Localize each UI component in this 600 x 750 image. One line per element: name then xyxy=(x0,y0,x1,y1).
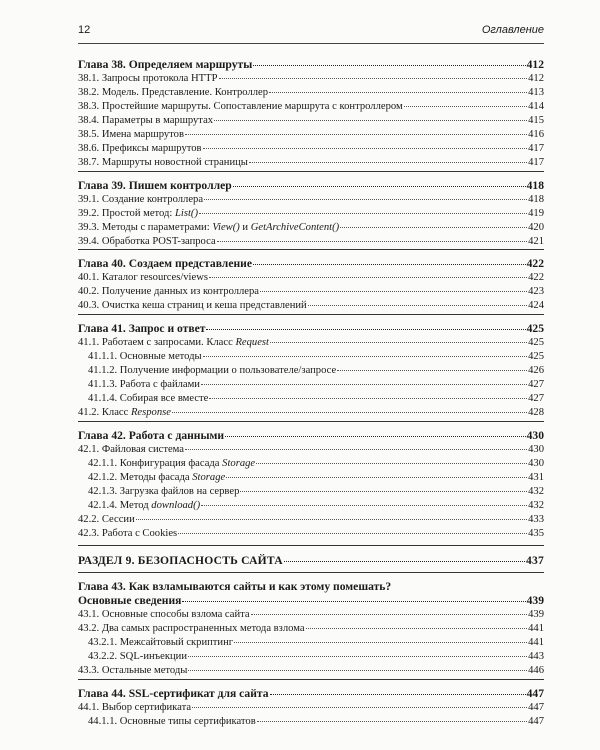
toc-entry-section[interactable] xyxy=(78,299,544,312)
dot-leader xyxy=(201,505,527,506)
toc-entry-section[interactable] xyxy=(78,527,544,540)
toc-entry-page: 425 xyxy=(528,337,544,348)
toc-entry-subsection[interactable] xyxy=(78,457,544,470)
toc-entry-section[interactable] xyxy=(78,285,544,298)
toc-entry-section[interactable] xyxy=(78,608,544,621)
toc-entry-page: 422 xyxy=(528,272,544,283)
chapter-separator xyxy=(78,421,544,422)
dot-leader xyxy=(284,561,525,562)
toc-entry-chapter[interactable] xyxy=(78,322,544,335)
dot-leader xyxy=(209,277,527,278)
toc-entry-section[interactable] xyxy=(78,193,544,206)
dot-leader xyxy=(253,65,525,66)
toc-entry-page: 417 xyxy=(528,157,544,168)
dot-leader xyxy=(136,519,527,520)
toc-entry-title: 41.1. Работаем с запросами. Класс Request xyxy=(78,337,269,348)
dot-leader xyxy=(256,463,527,464)
toc-entry-page: 418 xyxy=(526,179,544,192)
toc-entry-subsection[interactable] xyxy=(78,378,544,391)
toc-entry-page: 417 xyxy=(528,143,544,154)
toc-entry-page: 423 xyxy=(528,286,544,297)
toc-entry-section[interactable] xyxy=(78,271,544,284)
dot-leader xyxy=(270,694,526,695)
toc-entry-section[interactable] xyxy=(78,86,544,99)
dot-leader xyxy=(340,227,527,228)
toc-entry-page: 432 xyxy=(528,486,544,497)
dot-leader xyxy=(225,436,525,437)
dot-leader xyxy=(203,148,528,149)
toc-entry-page: 414 xyxy=(528,101,544,112)
toc-entry-page: 430 xyxy=(526,429,544,442)
toc-entry-title: 44.1. Выбор сертификата xyxy=(78,702,192,713)
toc-entry-title: 38.3. Простейшие маршруты. Сопоставление маршрута с контроллером xyxy=(78,101,403,112)
toc-entry-title: 40.1. Каталог resources/views xyxy=(78,272,208,283)
toc-entry-subsection[interactable] xyxy=(78,392,544,405)
dot-leader xyxy=(234,642,527,643)
toc-entry-chapter[interactable] xyxy=(78,594,544,607)
toc-entry-page: 441 xyxy=(528,637,544,648)
toc-entry-section[interactable] xyxy=(78,100,544,113)
toc-entry-page: 441 xyxy=(528,623,544,634)
toc-entry-title: 41.1.1. Основные методы xyxy=(88,351,202,362)
dot-leader xyxy=(178,533,527,534)
toc-entry-section[interactable] xyxy=(78,221,544,234)
toc-entry-chapter[interactable] xyxy=(78,429,544,442)
dot-leader xyxy=(233,186,526,187)
toc-entry-page: 416 xyxy=(528,129,544,140)
toc-entry-title: 42.1.3. Загрузка файлов на сервер xyxy=(88,486,240,497)
toc-entry-title: 39.1. Создание контроллера xyxy=(78,194,204,205)
toc-entry-section[interactable] xyxy=(78,128,544,141)
dot-leader xyxy=(240,491,527,492)
toc-entry-title: 42.1.2. Методы фасада Storage xyxy=(88,472,226,483)
toc-entry-section[interactable] xyxy=(78,235,544,248)
toc-entry-chapter[interactable] xyxy=(78,58,544,71)
toc-entry-section[interactable] xyxy=(78,156,544,169)
dot-leader xyxy=(188,656,527,657)
toc-entry-title: Глава 38. Определяем маршруты xyxy=(78,58,253,71)
toc-entry-page: 447 xyxy=(528,702,544,713)
toc-entry-title: 42.1.4. Метод download() xyxy=(88,500,201,511)
toc-entry-title: Глава 43. Как взламываются сайты и как этому помешать? xyxy=(78,580,392,593)
toc-entry-page: 426 xyxy=(528,365,544,376)
toc-entry-page: 412 xyxy=(528,73,544,84)
toc-entry-page: 425 xyxy=(528,351,544,362)
toc-entry-page: 447 xyxy=(528,716,544,727)
toc-entry-title: РАЗДЕЛ 9. БЕЗОПАСНОСТЬ САЙТА xyxy=(78,554,283,567)
toc-entry-part[interactable] xyxy=(78,554,544,567)
toc-entry-page: 425 xyxy=(526,322,544,335)
toc-entry-page: 435 xyxy=(528,528,544,539)
dot-leader xyxy=(404,106,527,107)
toc-entry-subsection[interactable] xyxy=(78,364,544,377)
dot-leader xyxy=(249,162,527,163)
toc-entry-page: 418 xyxy=(528,194,544,205)
toc-entry-title: Глава 39. Пишем контроллер xyxy=(78,179,232,192)
toc-entry-section[interactable] xyxy=(78,443,544,456)
toc-entry-page: 447 xyxy=(526,687,544,700)
toc-entry-title: 38.1. Запросы протокола HTTP xyxy=(78,73,218,84)
toc-entry-section[interactable] xyxy=(78,622,544,635)
toc-entry-subsection[interactable] xyxy=(78,485,544,498)
toc-entry-section[interactable] xyxy=(78,406,544,419)
chapter-separator xyxy=(78,572,544,573)
dot-leader xyxy=(204,199,527,200)
chapter-separator xyxy=(78,314,544,315)
toc-entry-title: 42.3. Работа с Cookies xyxy=(78,528,178,539)
dot-leader xyxy=(253,264,526,265)
toc-entry-title: 39.3. Методы с параметрами: View() и GetArchiveContent() xyxy=(78,222,340,233)
page-header xyxy=(78,24,544,42)
dot-leader xyxy=(269,92,527,93)
toc-entry-page: 430 xyxy=(528,444,544,455)
chapter-separator xyxy=(78,171,544,172)
toc-entry-title: 42.1. Файловая система xyxy=(78,444,184,455)
toc-entry-title: 41.1.4. Собирая все вместе xyxy=(88,393,209,404)
toc-entry-title: 38.4. Параметры в маршрутах xyxy=(78,115,214,126)
toc-entry-subsection[interactable] xyxy=(78,715,544,728)
dot-leader xyxy=(219,78,528,79)
header-rule xyxy=(78,43,544,44)
dot-leader xyxy=(185,449,527,450)
toc-entry-title: 44.1.1. Основные типы сертификатов xyxy=(88,716,256,727)
toc-entry-subsection[interactable] xyxy=(78,471,544,484)
dot-leader xyxy=(182,601,525,602)
toc-entry-page: 420 xyxy=(528,222,544,233)
page-number: 12 xyxy=(78,24,91,36)
toc-entry-title: 43.2.2. SQL-инъекции xyxy=(88,651,187,662)
toc-entry-page: 424 xyxy=(528,300,544,311)
toc-entry-title: 43.3. Остальные методы xyxy=(78,665,188,676)
chapter-separator xyxy=(78,545,544,546)
toc-entry-title: 42.1.1. Конфигурация фасада Storage xyxy=(88,458,256,469)
toc-entry-page: 419 xyxy=(528,208,544,219)
toc-entry-chapter[interactable] xyxy=(78,179,544,192)
toc-entry-page: 427 xyxy=(528,379,544,390)
toc-entry-page: 439 xyxy=(528,609,544,620)
toc-entry-page: 439 xyxy=(526,594,544,607)
toc-entry-section[interactable] xyxy=(78,701,544,714)
toc-entry-chapter-nopage[interactable] xyxy=(78,580,544,593)
toc-entry-title: 40.3. Очистка кеша страниц и кеша представлений xyxy=(78,300,307,311)
running-title: Оглавление xyxy=(481,24,544,36)
dot-leader xyxy=(337,370,527,371)
dot-leader xyxy=(203,356,527,357)
toc-entry-title: 39.2. Простой метод: List() xyxy=(78,208,198,219)
toc-entry-subsection[interactable] xyxy=(78,636,544,649)
toc-entry-page: 427 xyxy=(528,393,544,404)
toc-entry-subsection[interactable] xyxy=(78,499,544,512)
dot-leader xyxy=(251,614,528,615)
dot-leader xyxy=(185,134,527,135)
dot-leader xyxy=(257,721,527,722)
toc-entry-title: Глава 40. Создаем представление xyxy=(78,257,252,270)
dot-leader xyxy=(214,120,527,121)
toc-entry-title: Глава 44. SSL-сертификат для сайта xyxy=(78,687,269,700)
toc-entry-page: 415 xyxy=(528,115,544,126)
toc-entry-subsection[interactable] xyxy=(78,350,544,363)
toc-entry-title: 38.5. Имена маршрутов xyxy=(78,129,184,140)
toc-entry-chapter[interactable] xyxy=(78,687,544,700)
toc-entry-title: 41.2. Класс Response xyxy=(78,407,171,418)
toc-entry-title: 41.1.3. Работа с файлами xyxy=(88,379,200,390)
dot-leader xyxy=(201,384,527,385)
toc-entry-section[interactable] xyxy=(78,207,544,220)
toc-entry-title: 43.1. Основные способы взлома сайта xyxy=(78,609,250,620)
toc-entry-title: 41.1.2. Получение информации о пользователе/запросе xyxy=(88,365,337,376)
dot-leader xyxy=(260,291,527,292)
toc-entry-section[interactable] xyxy=(78,664,544,677)
dot-leader xyxy=(306,628,528,629)
toc-entry-page: 437 xyxy=(526,554,544,567)
dot-leader xyxy=(308,305,527,306)
toc-entry-title: Основные сведения xyxy=(78,594,182,607)
toc-entry-page: 413 xyxy=(528,87,544,98)
dot-leader xyxy=(209,398,527,399)
toc-entry-chapter[interactable] xyxy=(78,257,544,270)
toc-entry-title: Глава 42. Работа с данными xyxy=(78,429,225,442)
toc-entry-page: 430 xyxy=(528,458,544,469)
toc-entry-page: 431 xyxy=(528,472,544,483)
toc-entry-title: 40.2. Получение данных из контроллера xyxy=(78,286,260,297)
chapter-separator xyxy=(78,249,544,250)
toc-entry-title: 39.4. Обработка POST-запроса xyxy=(78,236,216,247)
toc-entry-title: 38.2. Модель. Представление. Контроллер xyxy=(78,87,269,98)
toc-entry-page: 446 xyxy=(528,665,544,676)
toc-entry-title: 43.2. Два самых распространенных метода взлома xyxy=(78,623,305,634)
dot-leader xyxy=(226,477,527,478)
dot-leader xyxy=(199,213,527,214)
toc-entry-section[interactable] xyxy=(78,513,544,526)
toc-entry-section[interactable] xyxy=(78,114,544,127)
toc-entry-page: 433 xyxy=(528,514,544,525)
toc-entry-page: 432 xyxy=(528,500,544,511)
toc-entry-title: Глава 41. Запрос и ответ xyxy=(78,322,206,335)
toc-entry-title: 38.6. Префиксы маршрутов xyxy=(78,143,202,154)
toc-entry-section[interactable] xyxy=(78,72,544,85)
dot-leader xyxy=(217,241,527,242)
toc-entry-section[interactable] xyxy=(78,336,544,349)
toc-entry-page: 428 xyxy=(528,407,544,418)
toc-entry-page: 421 xyxy=(528,236,544,247)
dot-leader xyxy=(270,342,527,343)
toc-entry-section[interactable] xyxy=(78,142,544,155)
dot-leader xyxy=(206,329,525,330)
dot-leader xyxy=(192,707,527,708)
toc-entry-page: 422 xyxy=(526,257,544,270)
dot-leader xyxy=(172,412,527,413)
toc-entry-title: 43.2.1. Межсайтовый скриптинг xyxy=(88,637,234,648)
toc-entry-subsection[interactable] xyxy=(78,650,544,663)
toc-entry-title: 42.2. Сессии xyxy=(78,514,135,525)
chapter-separator xyxy=(78,679,544,680)
toc-entry-title: 38.7. Маршруты новостной страницы xyxy=(78,157,248,168)
toc-entry-page: 412 xyxy=(526,58,544,71)
toc-entry-page: 443 xyxy=(528,651,544,662)
dot-leader xyxy=(188,670,527,671)
